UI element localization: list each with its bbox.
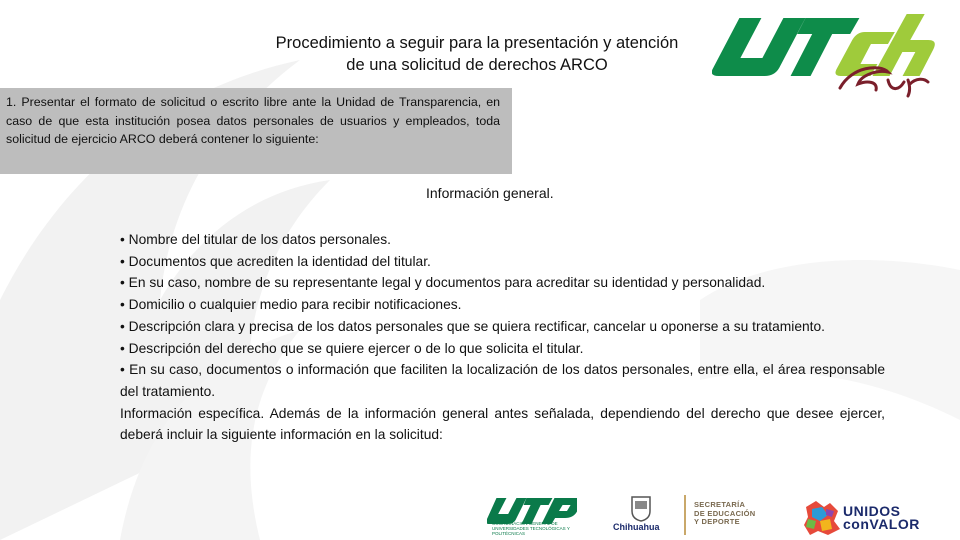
title-line-2: de una solicitud de derechos ARCO xyxy=(346,56,608,74)
section-heading-general: Información general. xyxy=(426,185,554,201)
list-item: • Domicilio o cualquier medio para recibir notificaciones. xyxy=(120,297,462,313)
footer-divider xyxy=(684,495,686,535)
list-item: • En su caso, nombre de su representante legal y documentos para acreditar su identidad y personalidad. xyxy=(120,275,766,291)
utp-subtitle: COORDINACIÓN GENERAL DE UNIVERSIDADES TECNOLÓGICAS Y POLITÉCNICAS xyxy=(492,521,570,536)
page-title xyxy=(232,32,722,76)
utch-sur-logo xyxy=(712,10,944,100)
list-item: • Descripción clara y precisa de los datos personales que se quiera rectificar, cancelar u oponerse a su tratamiento. xyxy=(120,318,826,334)
list-item: • Descripción del derecho que se quiere ejercer o de lo que solicita el titular. xyxy=(120,340,584,356)
title-line-1: Procedimiento a seguir para la presentación y atención xyxy=(275,34,679,52)
specific-info-paragraph: Información específica. Además de la información general antes señalada, dependiendo del derecho que desee ejercer, deberá incluir la siguiente información en la solicitud: xyxy=(120,405,885,443)
list-item: • Nombre del titular de los datos personales. xyxy=(120,232,391,247)
requirements-list xyxy=(120,229,885,446)
list-item: • En su caso, documentos o información que faciliten la localización de los datos personales, entre ella, el área responsable del tratamiento. xyxy=(120,362,885,399)
list-item: • Documentos que acrediten la identidad del titular. xyxy=(120,253,431,269)
chihuahua-label: Chihuahua xyxy=(613,522,660,532)
unidos-con-valor-text: UNIDOS conVALOR xyxy=(843,503,920,532)
step-1-text: 1. Presentar el formato de solicitud o escrito libre ante la Unidad de Transparencia, en caso de que esta institución posea datos personales de usuarios y empleados, toda solicitud de ejercicio ARCO deberá contener lo siguiente: xyxy=(6,95,500,146)
secretaria-educacion-label: SECRETARÍA DE EDUCACIÓN Y DEPORTE xyxy=(694,500,756,526)
